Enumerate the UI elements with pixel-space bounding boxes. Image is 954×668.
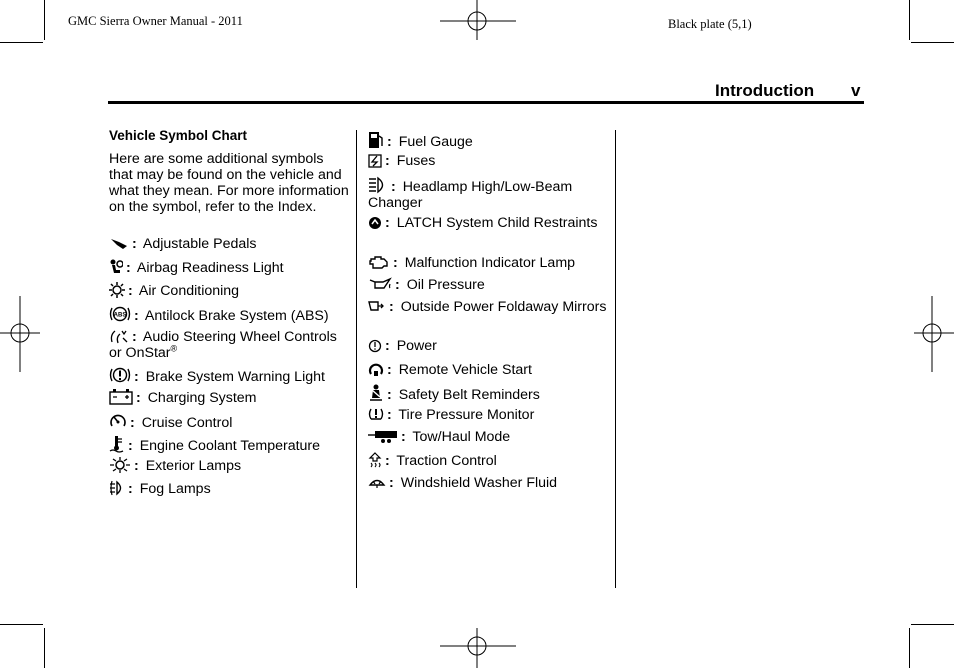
symbol-item: : Tire Pressure Monitor [368, 406, 608, 423]
symbol-label: Fuses [396, 153, 436, 169]
section-title: Introduction [715, 81, 815, 100]
symbol-item: : Fog Lamps [109, 480, 349, 497]
registration-mark-right [914, 296, 954, 372]
symbol-item: : Safety Belt Reminders [368, 384, 608, 403]
symbol-label: Tow/Haul Mode [412, 429, 511, 445]
battery-icon [109, 389, 133, 405]
symbol-item: : LATCH System Child Restraints [368, 215, 608, 231]
steering-wheel-controls-icon [109, 328, 129, 344]
symbol-item: : Fuses [368, 153, 608, 169]
fog-lamps-icon [109, 480, 125, 496]
cruise-control-icon [109, 412, 127, 430]
washer-fluid-icon [368, 476, 386, 490]
brake-warning-icon [109, 366, 131, 384]
engine-icon [368, 254, 390, 270]
symbol-label: Fog Lamps [139, 481, 211, 497]
column-divider-1 [356, 130, 357, 588]
symbol-label: Headlamp High/Low-Beam Changer [368, 179, 573, 211]
symbol-item: : Cruise Control [109, 412, 349, 431]
symbol-item: : Outside Power Foldaway Mirrors [368, 299, 608, 315]
symbol-label: Cruise Control [141, 415, 233, 431]
symbol-item: : Windshield Washer Fluid [368, 475, 608, 491]
air-conditioning-icon [109, 282, 125, 298]
power-icon [368, 339, 382, 353]
chart-heading: Vehicle Symbol Chart [109, 128, 248, 143]
column-divider-2 [615, 130, 616, 588]
mirror-icon [368, 300, 386, 314]
registration-mark-left [0, 296, 40, 372]
symbol-label: Air Conditioning [138, 283, 240, 299]
symbol-label: Antilock Brake System (ABS) [144, 308, 329, 324]
seatbelt-icon [368, 384, 384, 402]
svg-text:ABS: ABS [113, 312, 127, 319]
symbol-label: Safety Belt Reminders [398, 387, 540, 403]
remote-start-icon [368, 361, 384, 377]
symbol-label: Airbag Readiness Light [136, 260, 284, 276]
fuses-icon [368, 154, 382, 168]
page-number: v [851, 81, 861, 100]
fuel-gauge-icon [368, 131, 384, 149]
symbol-label: Charging System [147, 390, 257, 406]
symbol-label: Adjustable Pedals [142, 236, 257, 252]
symbol-item: : Audio Steering Wheel Controls or OnStar® [109, 329, 337, 361]
oil-can-icon [368, 276, 392, 292]
airbag-icon [109, 259, 123, 275]
tow-haul-icon [368, 430, 398, 444]
symbol-item: : Remote Vehicle Start [368, 361, 608, 378]
symbol-label: Power [396, 338, 437, 354]
exterior-lamps-icon [109, 457, 131, 473]
symbol-item: : Oil Pressure [368, 276, 608, 293]
manual-title: GMC Sierra Owner Manual - 2011 [68, 14, 243, 28]
symbol-item: : Engine Coolant Temperature [109, 435, 349, 454]
symbol-label: Tire Pressure Monitor [398, 407, 535, 423]
symbol-label: Oil Pressure [406, 277, 485, 293]
symbol-label: LATCH System Child Restraints [396, 215, 598, 231]
symbol-label: Remote Vehicle Start [398, 362, 532, 378]
symbol-item: : Fuel Gauge [368, 131, 608, 150]
intro-paragraph: Here are some additional symbols that may be found on the vehicle and what they mean. For more information on the symbol, refer to the Index. [109, 151, 349, 215]
column-2-items [368, 0, 608, 668]
symbol-label: Traction Control [396, 453, 497, 469]
symbol-label: Audio Steering Wheel Controls or OnStar [109, 329, 337, 361]
symbol-label: Windshield Washer Fluid [400, 475, 558, 491]
headlamp-icon [368, 176, 388, 194]
symbol-label: Engine Coolant Temperature [139, 438, 321, 454]
symbol-label: Exterior Lamps [145, 458, 242, 474]
traction-control-icon [368, 452, 382, 468]
symbol-item: : Brake System Warning Light [109, 366, 349, 385]
symbol-item: : Air Conditioning [109, 282, 349, 299]
symbol-item: : Adjustable Pedals [109, 236, 349, 252]
symbol-item: : Airbag Readiness Light [109, 259, 349, 276]
symbol-item: : Headlamp High/Low-Beam Changer [368, 176, 608, 211]
symbol-item: : Traction Control [368, 452, 608, 469]
symbol-item: ABS : Antilock Brake System (ABS) [109, 305, 349, 324]
symbol-item: : Exterior Lamps [109, 457, 349, 474]
symbol-label: Brake System Warning Light [145, 369, 325, 385]
symbol-label: Fuel Gauge [398, 134, 473, 150]
latch-icon [368, 216, 382, 230]
column-1-items [109, 0, 349, 668]
plate-label: Black plate (5,1) [668, 17, 752, 31]
symbol-label: Outside Power Foldaway Mirrors [400, 299, 607, 315]
symbol-item: : Charging System [109, 389, 349, 406]
symbol-item: : Tow/Haul Mode [368, 429, 608, 445]
symbol-item: : Power [368, 338, 608, 354]
registered-mark: ® [170, 343, 178, 354]
tire-pressure-icon [368, 406, 384, 422]
adjustable-pedals-icon [109, 237, 129, 251]
symbol-label: Malfunction Indicator Lamp [404, 255, 576, 271]
symbol-item: : Malfunction Indicator Lamp [368, 254, 608, 271]
coolant-temperature-icon [109, 435, 125, 453]
abs-icon [109, 305, 131, 323]
